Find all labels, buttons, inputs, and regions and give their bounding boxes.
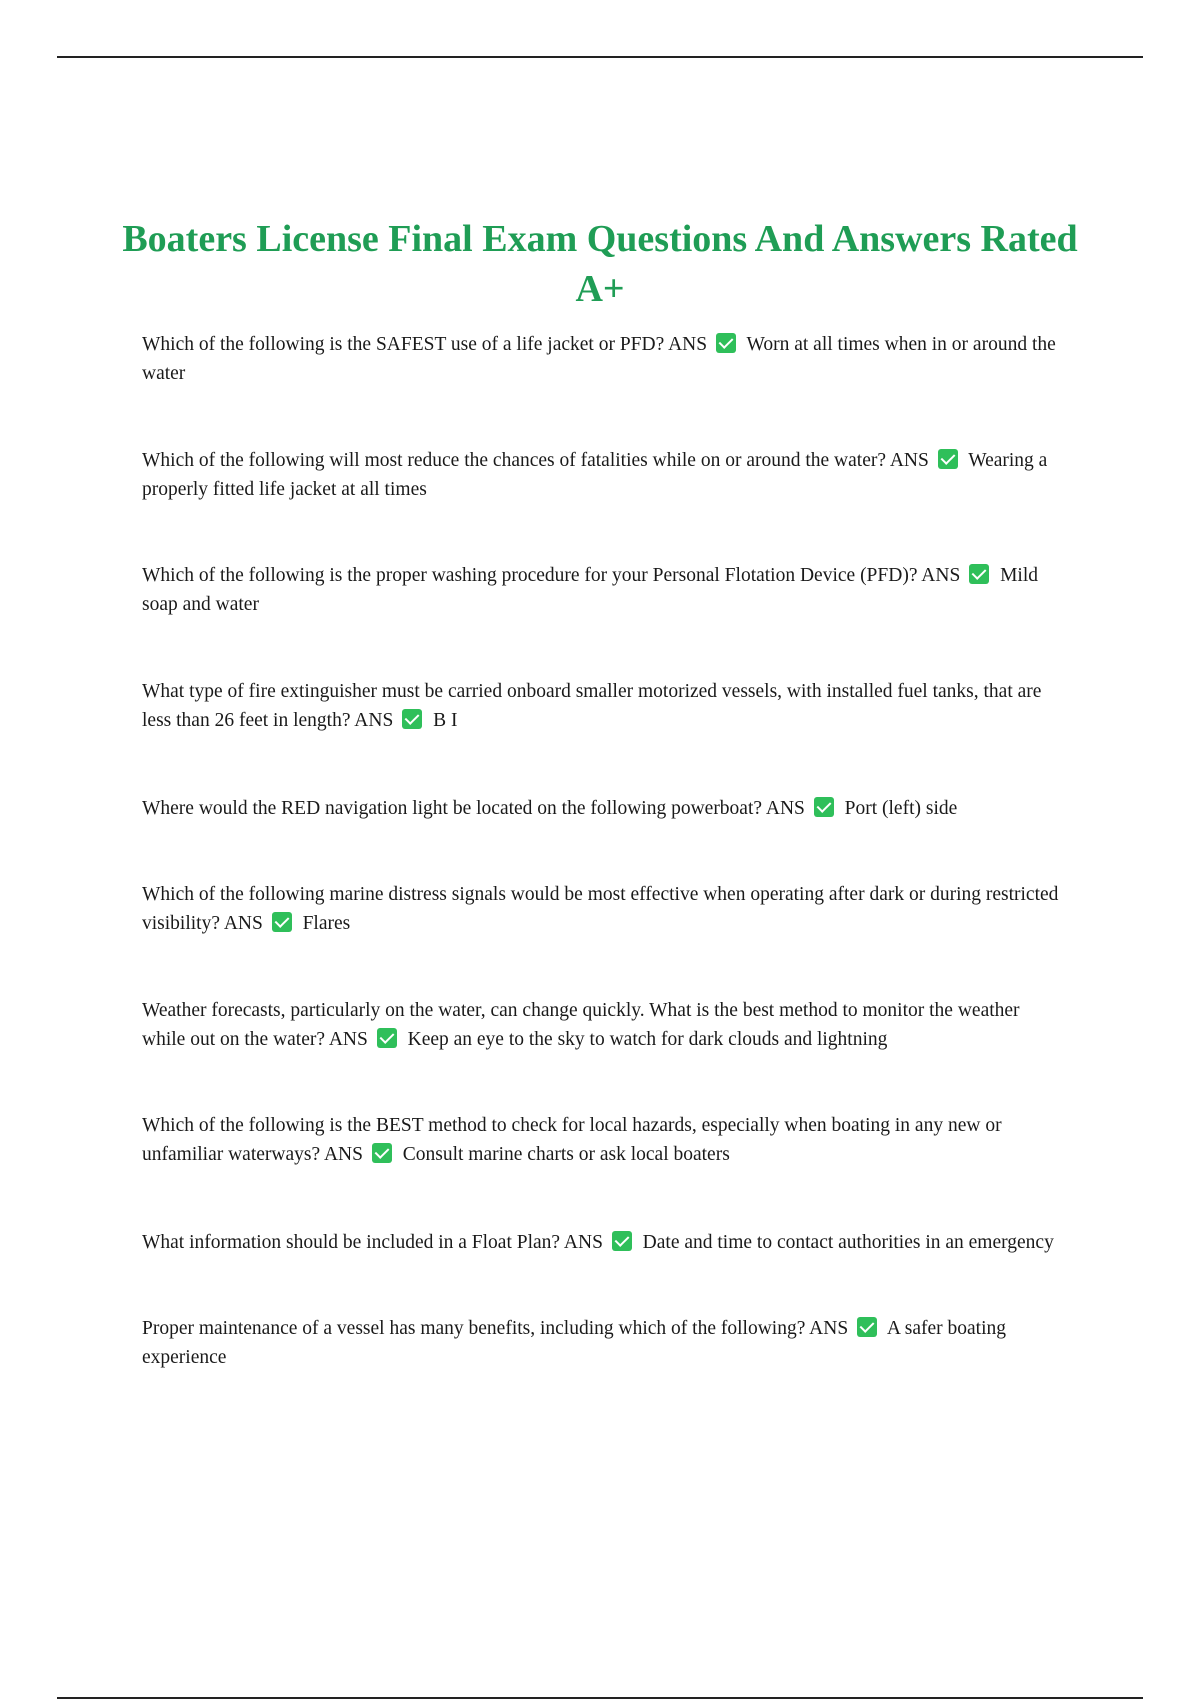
answer-marker: ANS <box>354 710 394 731</box>
qa-item <box>142 561 1062 619</box>
check-icon <box>938 449 958 469</box>
answer-text: B I <box>433 710 458 731</box>
answer-marker: ANS <box>223 913 263 934</box>
question-text: What information should be included in a Float Plan? <box>142 1232 561 1253</box>
question-text: Which of the following will most reduce the chances of fatalities while on or around the water? <box>142 450 886 471</box>
qa-item <box>142 996 1062 1054</box>
check-icon <box>377 1028 397 1048</box>
check-icon <box>272 912 292 932</box>
answer-marker: ANS <box>809 1318 849 1339</box>
qa-item <box>142 330 1062 388</box>
answer-text: Consult marine charts or ask local boaters <box>402 1144 730 1165</box>
answer-text: A safer boating experience <box>142 1318 1007 1368</box>
answer-text: Mild soap and water <box>142 565 1038 615</box>
answer-marker: ANS <box>889 450 929 471</box>
check-icon <box>857 1317 877 1337</box>
qa-item <box>142 880 1062 938</box>
question-text: Where would the RED navigation light be located on the following powerboat? <box>142 798 763 819</box>
check-icon <box>612 1231 632 1251</box>
question-text: What type of fire extinguisher must be carried onboard smaller motorized vessels, with installed fuel tanks, that are less than 26 feet in length? <box>142 681 1042 731</box>
check-icon <box>716 333 736 353</box>
qa-list <box>142 330 1062 1372</box>
header-rule <box>57 56 1143 58</box>
check-icon <box>814 797 834 817</box>
answer-marker: ANS <box>668 334 708 355</box>
question-text: Weather forecasts, particularly on the water, can change quickly. What is the best method to monitor the weather while out on the water? <box>142 1000 1020 1050</box>
answer-text: Date and time to contact authorities in an emergency <box>642 1232 1054 1253</box>
page-title: Boaters License Final Exam Questions And Answers Rated A+ <box>122 218 1078 310</box>
check-icon <box>372 1143 392 1163</box>
question-text: Proper maintenance of a vessel has many benefits, including which of the following? <box>142 1318 806 1339</box>
qa-item <box>142 1314 1062 1372</box>
answer-marker: ANS <box>323 1144 363 1165</box>
footer-rule <box>57 1697 1143 1699</box>
check-icon <box>402 709 422 729</box>
question-text: Which of the following is the proper washing procedure for your Personal Flotation Device (PFD)? <box>142 565 918 586</box>
qa-item <box>142 677 1062 735</box>
answer-marker: ANS <box>328 1029 368 1050</box>
answer-text: Keep an eye to the sky to watch for dark clouds and lightning <box>407 1029 888 1050</box>
question-text: Which of the following is the BEST method to check for local hazards, especially when boating in any new or unfamiliar waterways? <box>142 1115 1002 1165</box>
question-text: Which of the following is the SAFEST use of a life jacket or PFD? <box>142 334 665 355</box>
answer-text: Port (left) side <box>844 798 958 819</box>
qa-item <box>142 446 1062 504</box>
answer-marker: ANS <box>563 1232 603 1253</box>
qa-item <box>142 794 1062 823</box>
answer-text: Worn at all times when in or around the water <box>142 334 1056 384</box>
qa-item <box>142 1111 1062 1169</box>
answer-marker: ANS <box>921 565 961 586</box>
answer-marker: ANS <box>765 798 805 819</box>
answer-text: Flares <box>302 913 351 934</box>
check-icon <box>969 564 989 584</box>
question-text: Which of the following marine distress signals would be most effective when operating after dark or during restricted visibility? <box>142 884 1059 934</box>
qa-item <box>142 1228 1062 1257</box>
answer-text: Wearing a properly fitted life jacket at all times <box>142 450 1048 500</box>
